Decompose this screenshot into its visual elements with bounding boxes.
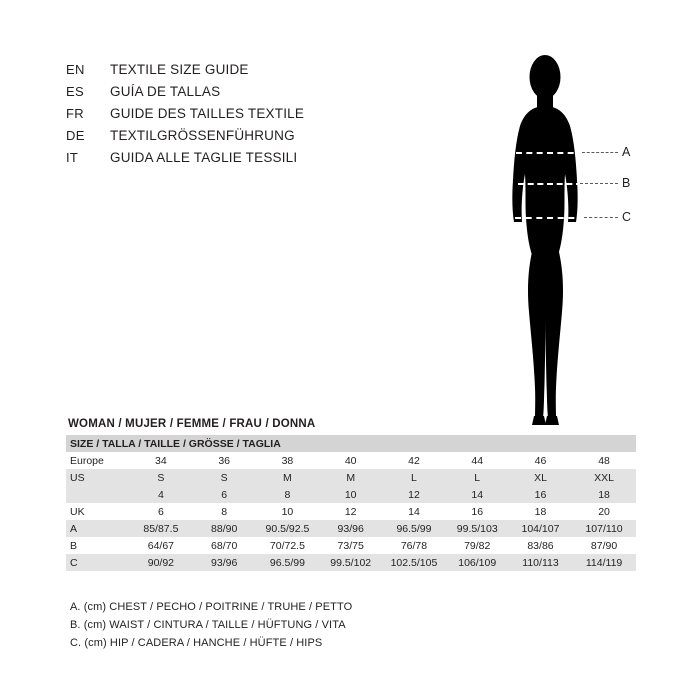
cell: 93/96 [193, 554, 256, 571]
cell: 44 [446, 452, 509, 469]
measurement-notes [70, 598, 570, 652]
cell: 20 [572, 503, 636, 520]
cell: 16 [446, 503, 509, 520]
note-b: B. (cm) WAIST / CINTURA / TAILLE / HÜFTUNG / VITA [70, 619, 346, 631]
measure-line-waist [518, 183, 582, 185]
title-row-de [66, 128, 466, 150]
row-label-us-numeric [66, 486, 129, 503]
row-label-uk: UK [66, 503, 129, 520]
table-row [66, 486, 636, 503]
figure-wrap [460, 40, 660, 430]
row-label-c: C [66, 554, 129, 571]
table-row [66, 554, 636, 571]
cell: 87/90 [572, 537, 636, 554]
cell: 12 [319, 503, 382, 520]
cell: 76/78 [382, 537, 445, 554]
cell: 96.5/99 [382, 520, 445, 537]
cell: 104/107 [509, 520, 572, 537]
cell: 90/92 [129, 554, 192, 571]
row-label-us: US [66, 469, 129, 486]
title-text-it: GUIDA ALLE TAGLIE TESSILI [110, 150, 298, 165]
cell: 46 [509, 452, 572, 469]
woman-silhouette-icon [480, 40, 610, 430]
title-block [66, 62, 466, 172]
cell: XXL [572, 469, 636, 486]
cell: L [382, 469, 445, 486]
cell: 102.5/105 [382, 554, 445, 571]
measure-line-hip [515, 217, 585, 219]
language-code-it: IT [66, 150, 79, 165]
measure-line-chest [516, 152, 584, 154]
measure-label-c: C [622, 210, 632, 224]
cell: 14 [382, 503, 445, 520]
cell: 79/82 [446, 537, 509, 554]
cell: XL [509, 469, 572, 486]
cell: 90.5/92.5 [256, 520, 319, 537]
cell: 16 [509, 486, 572, 503]
cell: 18 [509, 503, 572, 520]
cell: 114/119 [572, 554, 636, 571]
table-row [66, 520, 636, 537]
cell: 106/109 [446, 554, 509, 571]
cell: S [193, 469, 256, 486]
cell: M [256, 469, 319, 486]
cell: 93/96 [319, 520, 382, 537]
cell: 10 [256, 503, 319, 520]
cell: 73/75 [319, 537, 382, 554]
cell: 70/72.5 [256, 537, 319, 554]
cell: 8 [256, 486, 319, 503]
table-row [66, 469, 636, 486]
cell: 68/70 [193, 537, 256, 554]
table-row [66, 503, 636, 520]
cell: S [129, 469, 192, 486]
cell: 42 [382, 452, 445, 469]
cell: 6 [193, 486, 256, 503]
cell: 38 [256, 452, 319, 469]
cell: 36 [193, 452, 256, 469]
title-text-fr: GUIDE DES TAILLES TEXTILE [110, 106, 305, 121]
row-label-b: B [66, 537, 129, 554]
note-c: C. (cm) HIP / CADERA / HANCHE / HÜFTE / HIPS [70, 637, 323, 649]
language-code-fr: FR [66, 106, 84, 121]
cell: 8 [193, 503, 256, 520]
cell: 99.5/102 [319, 554, 382, 571]
title-row-it [66, 150, 466, 172]
language-code-de: DE [66, 128, 85, 143]
title-row-en [66, 62, 466, 84]
cell: 14 [446, 486, 509, 503]
note-a: A. (cm) CHEST / PECHO / POITRINE / TRUHE / PETTO [70, 601, 353, 613]
title-text-es: GUÍA DE TALLAS [110, 84, 221, 99]
title-row-fr [66, 106, 466, 128]
cell: L [446, 469, 509, 486]
measure-leader-chest [582, 152, 618, 153]
table-header-label: SIZE / TALLA / TAILLE / GRÖSSE / TAGLIA [66, 435, 636, 452]
cell: 88/90 [193, 520, 256, 537]
measure-label-b: B [622, 176, 631, 190]
cell: 110/113 [509, 554, 572, 571]
table-caption: WOMAN / MUJER / FEMME / FRAU / DONNA [68, 418, 316, 430]
measure-leader-hip [584, 217, 618, 218]
measure-leader-waist [580, 183, 618, 184]
table-row [66, 452, 636, 469]
cell: 34 [129, 452, 192, 469]
language-code-en: EN [66, 62, 85, 77]
table-row [66, 537, 636, 554]
cell: 4 [129, 486, 192, 503]
title-text-en: TEXTILE SIZE GUIDE [110, 62, 249, 77]
cell: 6 [129, 503, 192, 520]
title-text-de: TEXTILGRÖSSENFÜHRUNG [110, 128, 295, 143]
cell: 96.5/99 [256, 554, 319, 571]
cell: 107/110 [572, 520, 636, 537]
table-header-row [66, 435, 636, 452]
size-table-area [66, 418, 636, 571]
cell: 48 [572, 452, 636, 469]
cell: 99.5/103 [446, 520, 509, 537]
cell: 85/87.5 [129, 520, 192, 537]
size-table [66, 435, 636, 571]
language-code-es: ES [66, 84, 84, 99]
cell: 83/86 [509, 537, 572, 554]
title-row-es [66, 84, 466, 106]
cell: 18 [572, 486, 636, 503]
cell: 10 [319, 486, 382, 503]
row-label-a: A [66, 520, 129, 537]
cell: 12 [382, 486, 445, 503]
row-label-europe: Europe [66, 452, 129, 469]
cell: M [319, 469, 382, 486]
measure-label-a: A [622, 145, 631, 159]
cell: 40 [319, 452, 382, 469]
cell: 64/67 [129, 537, 192, 554]
